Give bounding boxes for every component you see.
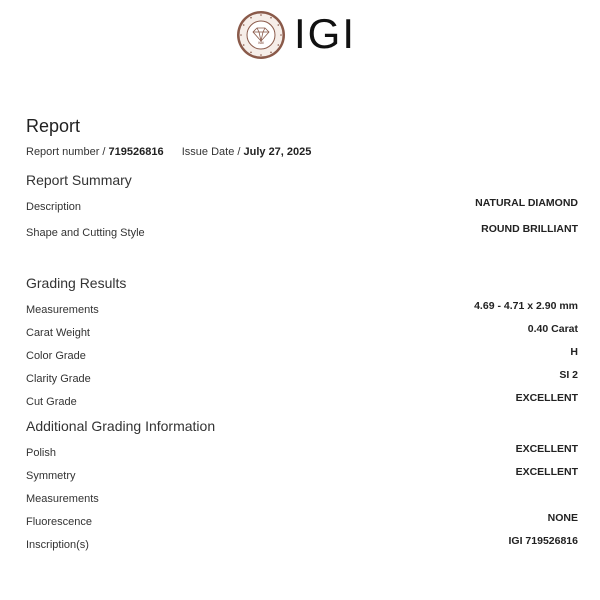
row-label: Carat Weight [26, 327, 90, 339]
row-value: NATURAL DIAMOND [475, 197, 578, 209]
row-label: Measurements [26, 493, 99, 505]
issue-date-label: Issue Date / [181, 146, 241, 158]
row-label: Cut Grade [26, 396, 77, 408]
row-value: H [570, 346, 578, 358]
row-label: Inscription(s) [26, 539, 89, 551]
logo-text: IGI [294, 10, 357, 57]
igi-seal-icon [236, 10, 286, 60]
report-number-label: Report number / [26, 146, 106, 158]
svg-text:IGI: IGI [258, 40, 264, 45]
row-value: EXCELLENT [515, 443, 578, 455]
row-label: Color Grade [26, 350, 86, 362]
section-title-additional: Additional Grading Information [26, 418, 216, 434]
row-label: Clarity Grade [26, 373, 91, 385]
row-value: EXCELLENT [515, 466, 578, 478]
row-value: IGI 719526816 [508, 535, 578, 547]
row-value: SI 2 [559, 369, 578, 381]
row-value: NONE [547, 512, 578, 524]
row-label: Polish [26, 447, 56, 459]
row-value: 4.69 - 4.71 x 2.90 mm [474, 300, 578, 312]
row-value: 0.40 Carat [527, 323, 578, 335]
row-label: Measurements [26, 304, 99, 316]
row-value: EXCELLENT [515, 392, 578, 404]
section-title-summary: Report Summary [26, 172, 132, 188]
report-title: Report [26, 116, 81, 136]
issue-date-value: July 27, 2025 [243, 146, 312, 158]
row-label: Symmetry [26, 470, 76, 482]
section-title-grading: Grading Results [26, 275, 127, 291]
row-label: Shape and Cutting Style [26, 227, 145, 239]
header [0, 8, 600, 58]
row-label: Description [26, 201, 82, 213]
report-meta [26, 146, 311, 158]
report-number-value: 719526816 [108, 146, 164, 158]
row-label: Fluorescence [26, 516, 93, 528]
row-value: ROUND BRILLIANT [481, 223, 578, 235]
